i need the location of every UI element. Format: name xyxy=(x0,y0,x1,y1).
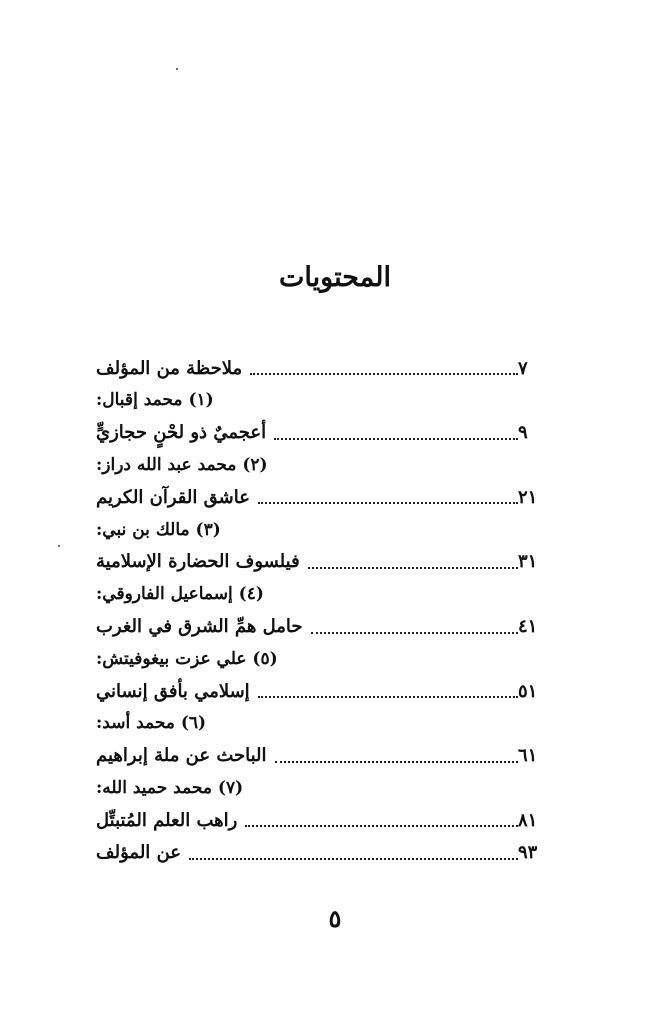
toc-entry-title: عاشق القرآن الكريم xyxy=(96,486,250,508)
toc-entry-page: ٣١ xyxy=(518,551,538,573)
toc-section-title: (٤) إسماعيل الفاروقي: xyxy=(96,584,264,605)
toc-section-heading xyxy=(90,707,558,739)
toc-section-heading xyxy=(90,449,558,481)
toc-section-heading xyxy=(90,643,558,675)
dot-leader xyxy=(308,567,518,569)
toc-section-title: (٢) محمد عبد الله دراز: xyxy=(96,455,268,476)
toc-section-heading xyxy=(90,772,558,804)
toc-entry xyxy=(90,675,558,707)
toc-entry-title: عن المؤلف xyxy=(96,842,182,864)
toc-entry-title: ملاحظة من المؤلف xyxy=(96,357,243,379)
toc-section-title: (٣) مالك بن نبي: xyxy=(96,519,221,540)
toc-entry-title: أعجميٌ ذو لحْنٍ حجازيٍّ xyxy=(96,422,267,444)
toc-entry xyxy=(90,481,558,513)
toc-section-title: (١) محمد إقبال: xyxy=(96,390,214,411)
dot-leader xyxy=(258,502,518,504)
toc-entry-page: ٩ xyxy=(518,422,528,444)
dot-leader xyxy=(275,761,518,763)
dot-leader xyxy=(311,632,518,634)
toc-entry-title: راهب العلم المُتبتِّل xyxy=(96,809,238,831)
toc-entry-page: ٨١ xyxy=(518,809,538,831)
toc-entry xyxy=(90,352,558,384)
toc-entry-page: ٦١ xyxy=(518,745,538,767)
toc-entry-page: ٥١ xyxy=(518,680,538,702)
page-number: ٥ xyxy=(328,904,342,933)
toc-entry-title: فيلسوف الحضارة الإسلامية xyxy=(96,551,300,573)
toc-entry-title: حامل همِّ الشرق في الغرب xyxy=(96,616,303,638)
toc-entry xyxy=(90,804,558,836)
toc-entry xyxy=(90,610,558,642)
toc-entry-page: ٩٣ xyxy=(518,842,538,864)
dot-leader xyxy=(274,438,518,440)
toc-entry xyxy=(90,546,558,578)
toc-entry xyxy=(90,417,558,449)
dot-leader xyxy=(250,373,518,375)
toc-section-title: (٥) علي عزت بيغوفيتش: xyxy=(96,648,278,669)
toc-entry-title: الباحث عن ملة إبراهيم xyxy=(96,745,267,767)
toc-section-heading xyxy=(90,384,558,416)
print-speck xyxy=(176,68,178,70)
table-of-contents xyxy=(90,352,558,869)
toc-section-title: (٧) محمد حميد الله: xyxy=(96,778,244,798)
dot-leader xyxy=(189,858,518,860)
toc-entry-page: ٤١ xyxy=(518,616,538,638)
dot-leader xyxy=(258,696,518,698)
toc-entry-page: ٢١ xyxy=(518,486,538,508)
dot-leader xyxy=(245,825,518,827)
toc-section-title: (٦) محمد أسد: xyxy=(96,713,207,734)
toc-entry xyxy=(90,836,558,868)
page-title: المحتويات xyxy=(278,262,392,293)
toc-entry-title: إسلامي بأفق إنساني xyxy=(96,680,250,702)
toc-section-heading xyxy=(90,513,558,545)
toc-entry-page: ٧ xyxy=(518,357,528,379)
toc-entry xyxy=(90,740,558,772)
toc-section-heading xyxy=(90,578,558,610)
print-speck xyxy=(58,545,60,547)
